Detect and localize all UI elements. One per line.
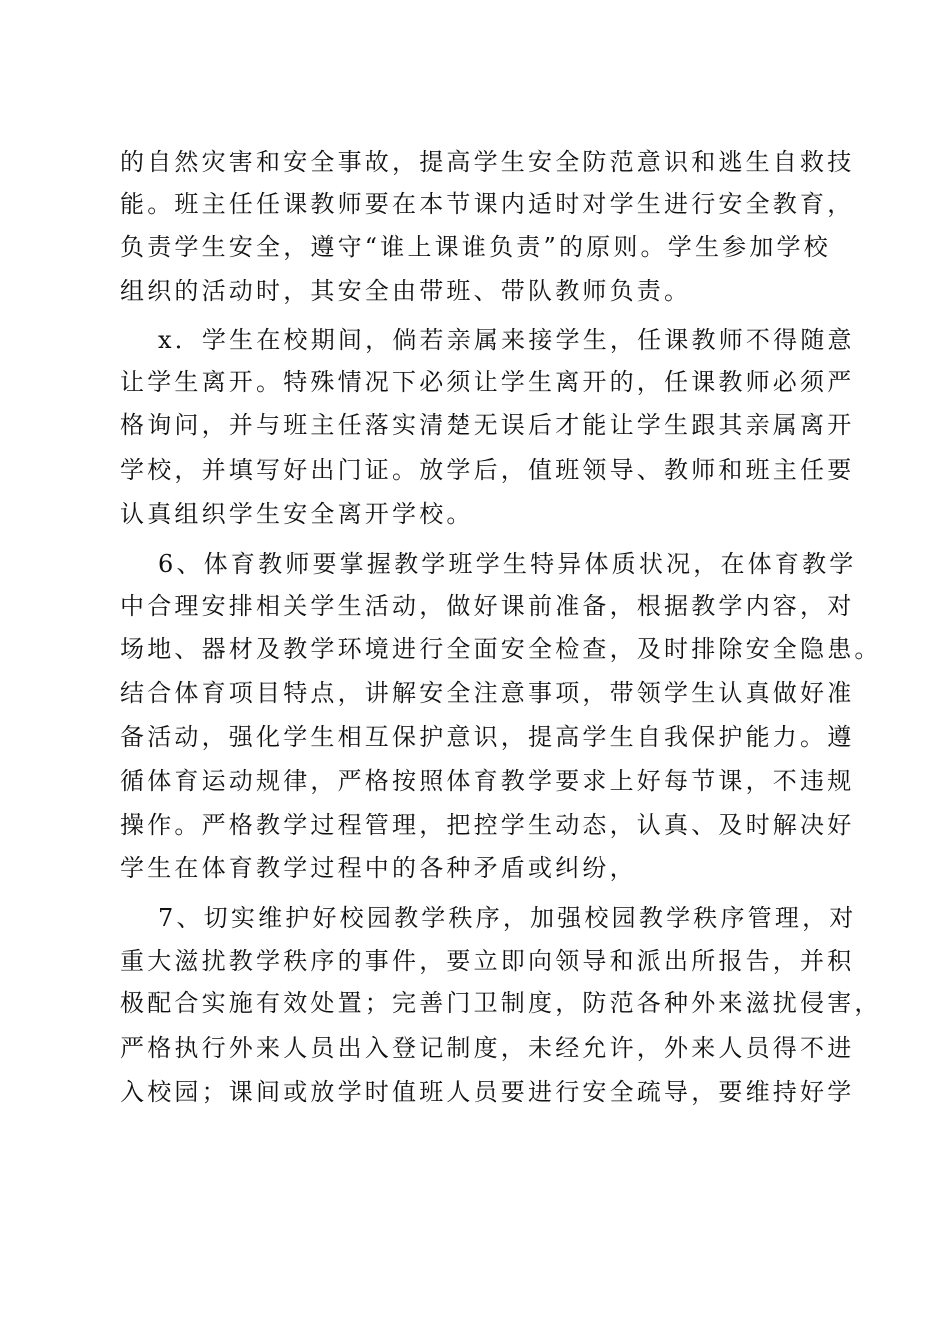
text-line: 负责学生安全，遵守“谁上课谁负责”的原则。学生参加学校 bbox=[120, 233, 831, 261]
paragraph-start-line: 7、切实维护好校园教学秩序，加强校园教学秩序管理，对 bbox=[158, 904, 857, 932]
text-line: 极配合实施有效处置；完善门卫制度，防范各种外来滋扰侵害， bbox=[120, 989, 882, 1017]
text-line: 学校，并填写好出门证。放学后，值班领导、教师和班主任要 bbox=[120, 456, 855, 484]
text-line: 的自然灾害和安全事故，提高学生安全防范意识和逃生自救技 bbox=[120, 148, 855, 176]
text-line: 中合理安排相关学生活动，做好课前准备，根据教学内容，对 bbox=[120, 592, 855, 620]
text-line: 入校园；课间或放学时值班人员要进行安全疏导，要维持好学 bbox=[120, 1078, 855, 1106]
text-line: 循体育运动规律，严格按照体育教学要求上好每节课，不违规 bbox=[120, 767, 855, 795]
text-line: 格询问，并与班主任落实清楚无误后才能让学生跟其亲属离开 bbox=[120, 411, 855, 439]
text-line: 能。班主任任课教师要在本节课内适时对学生进行安全教育， bbox=[120, 190, 855, 218]
text-line: 场地、器材及教学环境进行全面安全检查，及时排除安全隐患。 bbox=[120, 635, 882, 663]
text-line: 学生在体育教学过程中的各种矛盾或纠纷， bbox=[120, 854, 637, 882]
paragraph-start-line: 6、体育教师要掌握教学班学生特异体质状况，在体育教学 bbox=[158, 550, 857, 578]
text-line: 让学生离开。特殊情况下必须让学生离开的，任课教师必须严 bbox=[120, 368, 855, 396]
text-line: 备活动，强化学生相互保护意识，提高学生自我保护能力。遵 bbox=[120, 723, 855, 751]
text-line: 认真组织学生安全离开学校。 bbox=[120, 500, 474, 528]
text-line: 结合体育项目特点，讲解安全注意事项，带领学生认真做好准 bbox=[120, 679, 855, 707]
text-line: 重大滋扰教学秩序的事件，要立即向领导和派出所报告，并积 bbox=[120, 947, 855, 975]
text-line: 严格执行外来人员出入登记制度，未经允许，外来人员得不进 bbox=[120, 1034, 855, 1062]
text-line: 组织的活动时，其安全由带班、带队教师负责。 bbox=[120, 277, 692, 305]
paragraph-start-line: x．学生在校期间，倘若亲属来接学生，任课教师不得随意 bbox=[158, 326, 855, 354]
text-line: 操作。严格教学过程管理，把控学生动态，认真、及时解决好 bbox=[120, 811, 855, 839]
